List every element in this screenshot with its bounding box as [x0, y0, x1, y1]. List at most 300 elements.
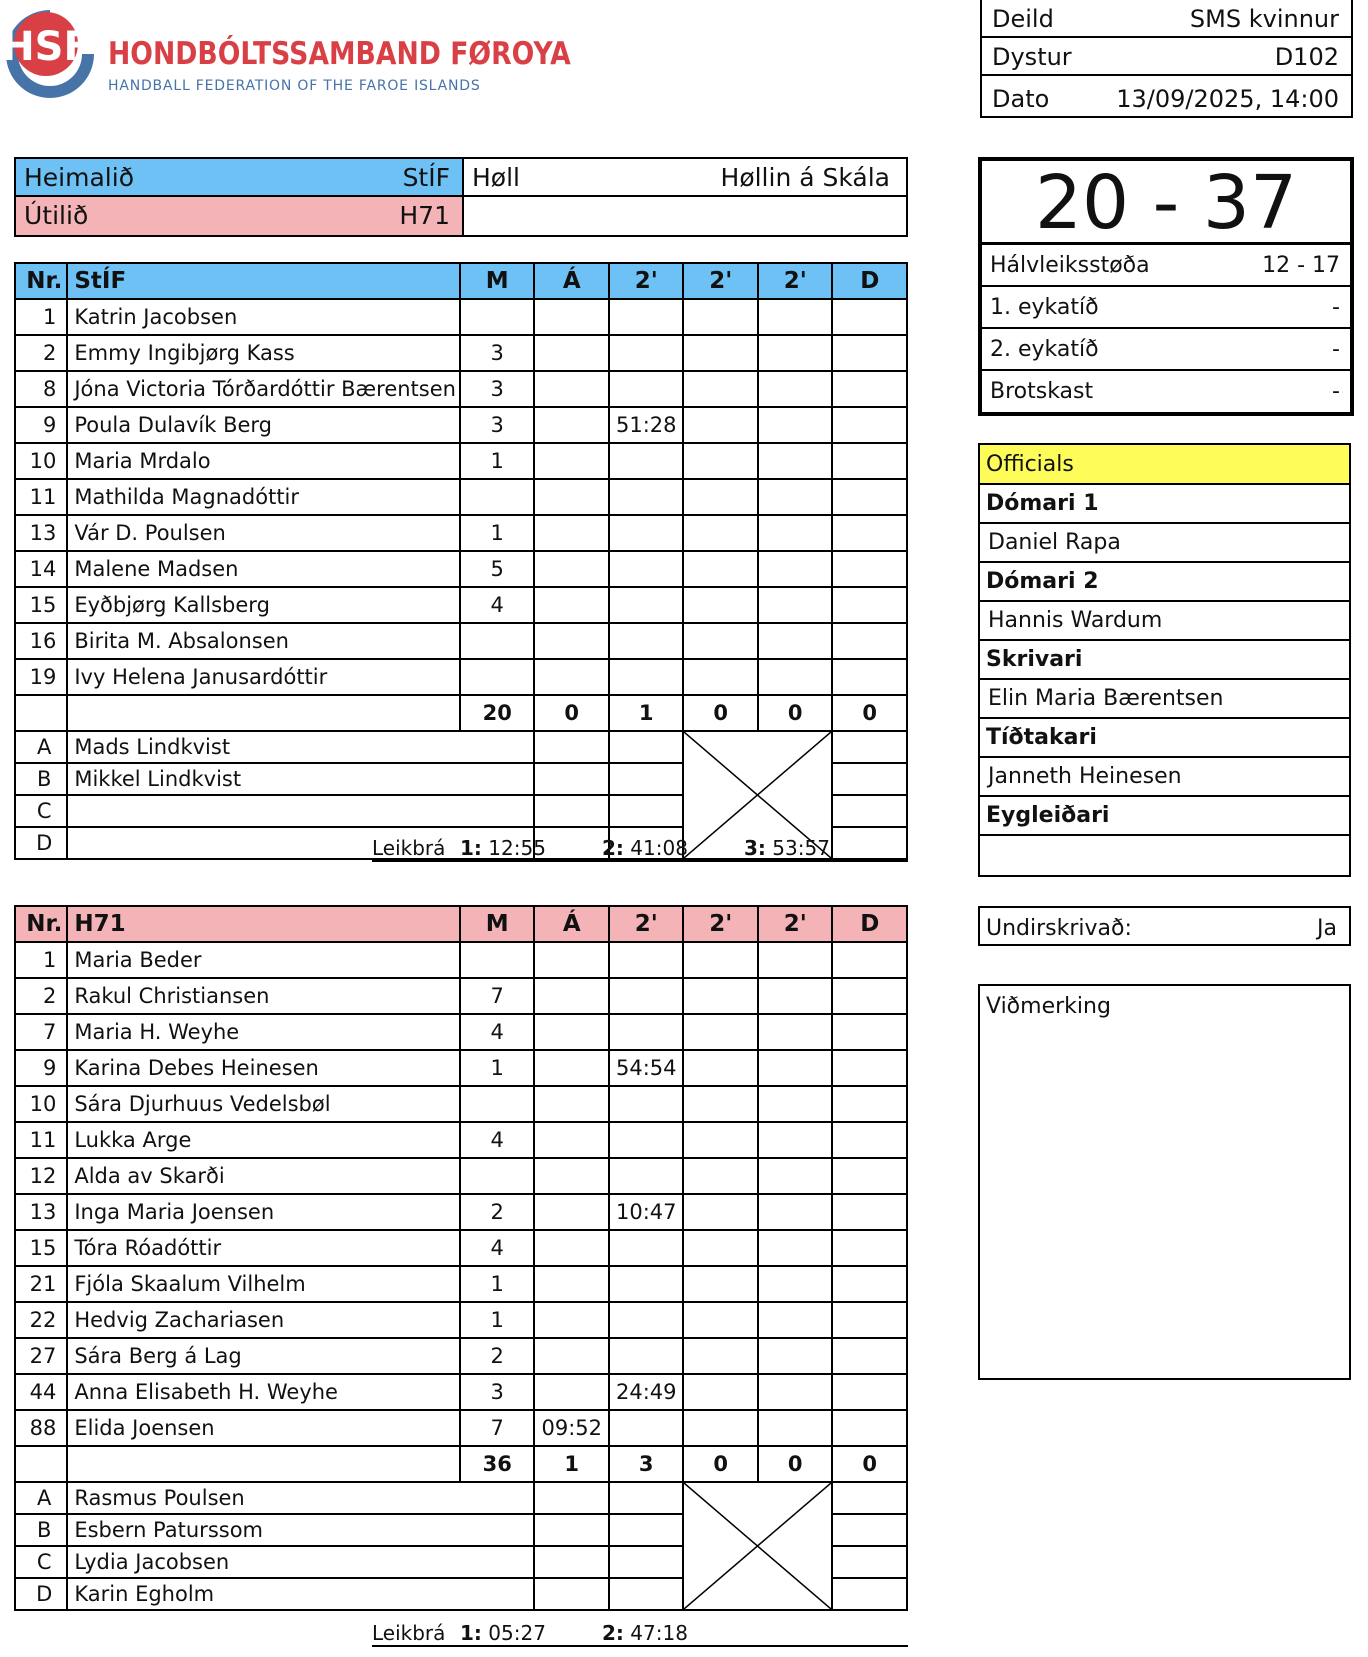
player-disqualification [832, 1374, 907, 1410]
col-goals: M [460, 263, 535, 299]
halftime-row [982, 245, 1350, 287]
player-suspension-1 [609, 1122, 684, 1158]
player-disqualification [832, 515, 907, 551]
player-warning [534, 1122, 609, 1158]
team-official-disqualification [832, 1546, 907, 1578]
player-disqualification [832, 1230, 907, 1266]
team-official-name: Karin Egholm [67, 1578, 534, 1610]
player-goals: 3 [460, 407, 535, 443]
away-timeouts [372, 1617, 908, 1647]
team-official-disqualification [832, 763, 907, 795]
totals-empty-nr [15, 1446, 67, 1482]
player-row [15, 1086, 907, 1122]
player-row [15, 479, 907, 515]
player-goals [460, 299, 535, 335]
team-official-disqualification [832, 1578, 907, 1610]
player-suspension-1 [609, 1302, 684, 1338]
player-suspension-1 [609, 623, 684, 659]
player-suspension-1 [609, 1410, 684, 1446]
away-roster-table [14, 905, 908, 1611]
deild-value: SMS kvinnur [1189, 5, 1339, 33]
team-official-letter: A [15, 1482, 67, 1514]
player-warning [534, 1050, 609, 1086]
player-suspension-2 [683, 479, 758, 515]
player-disqualification [832, 1194, 907, 1230]
player-row [15, 443, 907, 479]
timeout-2-value: 41:08 [630, 836, 688, 860]
player-warning [534, 1374, 609, 1410]
team-official-row [15, 731, 907, 763]
crossed-out-cell [683, 1482, 832, 1610]
team-official-warning [534, 1482, 609, 1514]
player-suspension-3 [758, 299, 833, 335]
player-suspension-2 [683, 659, 758, 695]
player-number: 44 [15, 1374, 67, 1410]
deild-label: Deild [992, 5, 1054, 33]
total-p3: 0 [758, 1446, 833, 1482]
col-disqualification: D [832, 263, 907, 299]
player-suspension-3 [758, 443, 833, 479]
player-goals: 7 [460, 1410, 535, 1446]
player-suspension-1 [609, 587, 684, 623]
dystur-row [980, 38, 1353, 76]
player-name: Karina Debes Heinesen [67, 1050, 460, 1086]
player-name: Sára Djurhuus Vedelsbøl [67, 1086, 460, 1122]
player-name: Katrin Jacobsen [67, 299, 460, 335]
player-row [15, 371, 907, 407]
player-suspension-2 [683, 551, 758, 587]
final-score: 20 - 37 [982, 161, 1350, 245]
federation-logo [0, 8, 571, 113]
player-disqualification [832, 407, 907, 443]
player-disqualification [832, 1410, 907, 1446]
player-suspension-3 [758, 479, 833, 515]
player-warning [534, 978, 609, 1014]
logo-year: 1980 [31, 97, 55, 106]
player-suspension-3 [758, 1374, 833, 1410]
player-suspension-2 [683, 1086, 758, 1122]
player-suspension-2 [683, 978, 758, 1014]
player-name: Fjóla Skaalum Vilhelm [67, 1266, 460, 1302]
player-disqualification [832, 371, 907, 407]
player-suspension-2 [683, 1374, 758, 1410]
signed-box [978, 906, 1351, 946]
player-row [15, 515, 907, 551]
player-disqualification [832, 1158, 907, 1194]
player-suspension-3 [758, 623, 833, 659]
player-name: Hedvig Zachariasen [67, 1302, 460, 1338]
player-suspension-2 [683, 443, 758, 479]
col-disqualification: D [832, 906, 907, 942]
team-official-name: Esbern Paturssom [67, 1514, 534, 1546]
player-goals: 1 [460, 1050, 535, 1086]
player-row [15, 407, 907, 443]
player-suspension-2 [683, 1194, 758, 1230]
supervisor-label: Eygleiðari [980, 797, 1349, 836]
player-disqualification [832, 1086, 907, 1122]
player-row [15, 978, 907, 1014]
dato-value: 13/09/2025, 14:00 [1116, 85, 1339, 113]
player-number: 21 [15, 1266, 67, 1302]
col-team: H71 [67, 906, 460, 942]
team-official-warning [534, 763, 609, 795]
player-suspension-1: 54:54 [609, 1050, 684, 1086]
player-disqualification [832, 1014, 907, 1050]
team-official-suspension [609, 763, 684, 795]
player-number: 14 [15, 551, 67, 587]
player-goals: 4 [460, 1014, 535, 1050]
player-number: 27 [15, 1338, 67, 1374]
penalties-value: - [1332, 379, 1340, 404]
team-official-letter: C [15, 795, 67, 827]
team-official-letter: D [15, 827, 67, 859]
player-disqualification [832, 942, 907, 978]
player-warning [534, 1086, 609, 1122]
player-number: 7 [15, 1014, 67, 1050]
player-goals: 2 [460, 1194, 535, 1230]
player-warning: 09:52 [534, 1410, 609, 1446]
referee-2-label: Dómari 2 [980, 563, 1349, 602]
player-suspension-2 [683, 1158, 758, 1194]
deild-row [980, 0, 1353, 38]
player-number: 19 [15, 659, 67, 695]
referee-1-label: Dómari 1 [980, 485, 1349, 524]
player-number: 12 [15, 1158, 67, 1194]
team-official-suspension [609, 731, 684, 763]
player-name: Lukka Arge [67, 1122, 460, 1158]
player-goals [460, 623, 535, 659]
halftime-label: Hálvleiksstøða [990, 253, 1150, 278]
player-goals: 2 [460, 1338, 535, 1374]
player-name: Birita M. Absalonsen [67, 623, 460, 659]
player-row [15, 1014, 907, 1050]
player-suspension-1 [609, 659, 684, 695]
timeout-1-value: 12:55 [488, 836, 546, 860]
player-suspension-3 [758, 942, 833, 978]
player-suspension-3 [758, 371, 833, 407]
away-header-row [15, 906, 907, 942]
player-number: 88 [15, 1410, 67, 1446]
col-suspension-3: 2' [758, 906, 833, 942]
team-official-name: Rasmus Poulsen [67, 1482, 534, 1514]
player-warning [534, 443, 609, 479]
player-name: Alda av Skarði [67, 1158, 460, 1194]
player-goals: 1 [460, 443, 535, 479]
supervisor-name [980, 836, 1349, 875]
home-roster-table [14, 262, 908, 860]
home-header-row [15, 263, 907, 299]
total-p1: 1 [609, 695, 684, 731]
team-official-letter: A [15, 731, 67, 763]
col-suspension-2: 2' [683, 906, 758, 942]
player-suspension-3 [758, 1302, 833, 1338]
player-row [15, 335, 907, 371]
player-disqualification [832, 659, 907, 695]
totals-empty-name [67, 695, 460, 731]
player-goals: 3 [460, 1374, 535, 1410]
player-disqualification [832, 978, 907, 1014]
dato-row [980, 76, 1353, 118]
overtime-2-value: - [1332, 337, 1340, 362]
player-suspension-1 [609, 1230, 684, 1266]
player-row [15, 1158, 907, 1194]
player-suspension-2 [683, 942, 758, 978]
total-d: 0 [832, 1446, 907, 1482]
col-warning: Á [534, 263, 609, 299]
player-name: Malene Madsen [67, 551, 460, 587]
match-info-table [980, 0, 1353, 118]
player-suspension-3 [758, 1410, 833, 1446]
dystur-value: D102 [1274, 43, 1339, 71]
player-number: 13 [15, 1194, 67, 1230]
player-row [15, 1266, 907, 1302]
team-official-letter: B [15, 1514, 67, 1546]
player-suspension-3 [758, 1230, 833, 1266]
score-box [978, 157, 1354, 416]
player-warning [534, 659, 609, 695]
player-number: 15 [15, 587, 67, 623]
player-warning [534, 335, 609, 371]
player-name: Mathilda Magnadóttir [67, 479, 460, 515]
player-suspension-1 [609, 1014, 684, 1050]
player-suspension-2 [683, 1410, 758, 1446]
player-warning [534, 407, 609, 443]
timeouts-label: Leikbrá [372, 836, 446, 860]
player-name: Maria Mrdalo [67, 443, 460, 479]
player-disqualification [832, 479, 907, 515]
player-warning [534, 299, 609, 335]
player-suspension-2 [683, 371, 758, 407]
player-name: Sára Berg á Lag [67, 1338, 460, 1374]
total-p3: 0 [758, 695, 833, 731]
team-official-warning [534, 1578, 609, 1610]
org-name: HONDBÓLTSSAMBAND FØROYA [108, 36, 571, 72]
player-warning [534, 1194, 609, 1230]
player-row [15, 587, 907, 623]
player-suspension-1 [609, 978, 684, 1014]
player-suspension-1 [609, 1086, 684, 1122]
player-suspension-1: 10:47 [609, 1194, 684, 1230]
player-warning [534, 371, 609, 407]
player-warning [534, 1230, 609, 1266]
team-official-suspension [609, 1578, 684, 1610]
player-number: 10 [15, 443, 67, 479]
col-suspension-1: 2' [609, 906, 684, 942]
player-row [15, 1230, 907, 1266]
player-name: Emmy Ingibjørg Kass [67, 335, 460, 371]
overtime-2-row [982, 329, 1350, 371]
player-disqualification [832, 551, 907, 587]
player-number: 2 [15, 335, 67, 371]
halftime-value: 12 - 17 [1262, 253, 1340, 278]
org-subtitle: HANDBALL FEDERATION OF THE FAROE ISLANDS [108, 78, 481, 94]
player-suspension-1 [609, 479, 684, 515]
home-label: Heimalið [24, 163, 134, 192]
player-suspension-1 [609, 1266, 684, 1302]
player-number: 2 [15, 978, 67, 1014]
player-suspension-2 [683, 1266, 758, 1302]
player-number: 15 [15, 1230, 67, 1266]
player-suspension-2 [683, 407, 758, 443]
player-name: Tóra Róadóttir [67, 1230, 460, 1266]
player-warning [534, 1014, 609, 1050]
player-row [15, 1194, 907, 1230]
player-goals [460, 942, 535, 978]
player-suspension-3 [758, 1158, 833, 1194]
dato-label: Dato [992, 85, 1050, 113]
team-official-letter: B [15, 763, 67, 795]
player-name: Maria Beder [67, 942, 460, 978]
away-value: H71 [399, 201, 450, 230]
overtime-2-label: 2. eykatíð [990, 337, 1099, 362]
player-suspension-2 [683, 1014, 758, 1050]
player-warning [534, 515, 609, 551]
overtime-1-value: - [1332, 295, 1340, 320]
player-goals: 4 [460, 587, 535, 623]
player-suspension-1 [609, 551, 684, 587]
dystur-label: Dystur [992, 43, 1072, 71]
player-disqualification [832, 1122, 907, 1158]
col-nr: Nr. [15, 906, 67, 942]
team-official-name: Lydia Jacobsen [67, 1546, 534, 1578]
timeout-1-label: 1: [460, 1621, 482, 1645]
player-goals: 4 [460, 1230, 535, 1266]
player-row [15, 623, 907, 659]
player-goals: 1 [460, 1266, 535, 1302]
hall-value: Høllin á Skála [720, 163, 890, 192]
player-suspension-1 [609, 335, 684, 371]
player-row [15, 942, 907, 978]
player-suspension-2 [683, 1338, 758, 1374]
player-warning [534, 1266, 609, 1302]
team-official-warning [534, 731, 609, 763]
team-official-suspension [609, 1514, 684, 1546]
player-goals [460, 479, 535, 515]
timeout-2-label: 2: [602, 1621, 624, 1645]
player-suspension-3 [758, 407, 833, 443]
team-official-warning [534, 795, 609, 827]
player-suspension-1 [609, 515, 684, 551]
player-suspension-1 [609, 443, 684, 479]
player-row [15, 1122, 907, 1158]
col-team: StÍF [67, 263, 460, 299]
player-number: 13 [15, 515, 67, 551]
total-p1: 3 [609, 1446, 684, 1482]
team-official-suspension [609, 795, 684, 827]
player-goals [460, 1086, 535, 1122]
timeout-3-label: 3: [744, 836, 766, 860]
home-team-row [16, 159, 462, 197]
player-suspension-2 [683, 1122, 758, 1158]
player-suspension-2 [683, 299, 758, 335]
hsf-emblem-icon [0, 8, 100, 108]
player-suspension-2 [683, 335, 758, 371]
player-name: Maria H. Weyhe [67, 1014, 460, 1050]
team-official-letter: C [15, 1546, 67, 1578]
player-row [15, 659, 907, 695]
player-row [15, 299, 907, 335]
player-name: Eyðbjørg Kallsberg [67, 587, 460, 623]
player-disqualification [832, 1338, 907, 1374]
total-p2: 0 [683, 695, 758, 731]
away-label: Útilið [24, 201, 89, 230]
hall-row [462, 159, 906, 197]
team-official-disqualification [832, 1482, 907, 1514]
away-team-row [16, 197, 462, 235]
team-official-name: Mads Lindkvist [67, 731, 534, 763]
player-suspension-1 [609, 1338, 684, 1374]
player-number: 10 [15, 1086, 67, 1122]
timeout-3-value: 53:57 [772, 836, 830, 860]
cross-icon [684, 1483, 831, 1609]
player-disqualification [832, 443, 907, 479]
timeout-1-value: 05:27 [488, 1621, 546, 1645]
player-suspension-1 [609, 942, 684, 978]
player-warning [534, 942, 609, 978]
player-suspension-3 [758, 1194, 833, 1230]
player-goals: 3 [460, 371, 535, 407]
player-suspension-1: 51:28 [609, 407, 684, 443]
player-row [15, 1050, 907, 1086]
player-goals [460, 1158, 535, 1194]
col-suspension-1: 2' [609, 263, 684, 299]
signed-value: Ja [1317, 916, 1337, 941]
player-name: Vár D. Poulsen [67, 515, 460, 551]
totals-empty-name [67, 1446, 460, 1482]
player-suspension-3 [758, 1014, 833, 1050]
hall-label: Høll [472, 163, 520, 192]
player-suspension-3 [758, 1050, 833, 1086]
player-disqualification [832, 1050, 907, 1086]
player-warning [534, 551, 609, 587]
player-suspension-1 [609, 299, 684, 335]
player-row [15, 1302, 907, 1338]
player-row [15, 551, 907, 587]
timekeeper-name: Janneth Heinesen [980, 758, 1349, 797]
total-m: 36 [460, 1446, 535, 1482]
player-suspension-2 [683, 623, 758, 659]
player-number: 11 [15, 1122, 67, 1158]
player-goals: 7 [460, 978, 535, 1014]
home-value: StÍF [402, 163, 450, 192]
remarks-box [978, 984, 1351, 1380]
player-number: 1 [15, 299, 67, 335]
player-disqualification [832, 1302, 907, 1338]
player-disqualification [832, 623, 907, 659]
timeout-2-value: 47:18 [630, 1621, 688, 1645]
scorer-name: Elin Maria Bærentsen [980, 680, 1349, 719]
player-number: 22 [15, 1302, 67, 1338]
officials-table [978, 443, 1351, 877]
player-number: 11 [15, 479, 67, 515]
total-d: 0 [832, 695, 907, 731]
player-number: 1 [15, 942, 67, 978]
player-suspension-1 [609, 1158, 684, 1194]
referee-1-name: Daniel Rapa [980, 524, 1349, 563]
player-suspension-3 [758, 551, 833, 587]
player-row [15, 1338, 907, 1374]
col-suspension-2: 2' [683, 263, 758, 299]
player-suspension-3 [758, 515, 833, 551]
total-m: 20 [460, 695, 535, 731]
totals-row [15, 1446, 907, 1482]
player-suspension-3 [758, 587, 833, 623]
timeout-2-label: 2: [602, 836, 624, 860]
player-suspension-2 [683, 1050, 758, 1086]
player-suspension-3 [758, 335, 833, 371]
scorer-label: Skrivari [980, 641, 1349, 680]
team-official-disqualification [832, 731, 907, 763]
